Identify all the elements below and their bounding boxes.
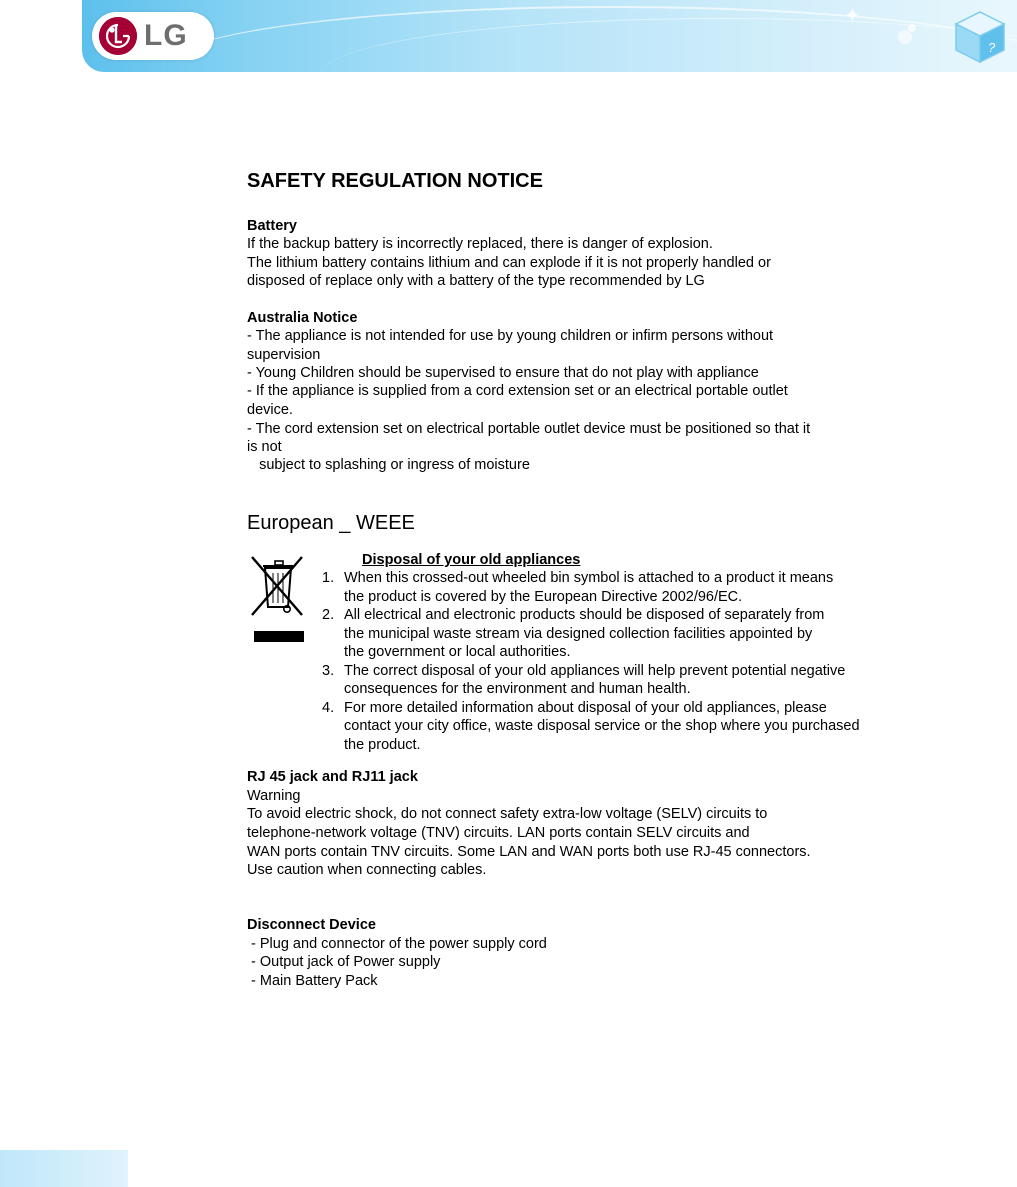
footer-tab (0, 1150, 128, 1187)
australia-line: - If the appliance is supplied from a cord extension set or an electrical portable outlet (247, 383, 788, 399)
list-line: the product is covered by the European Directive 2002/96/EC. (344, 588, 743, 605)
weee-list (322, 569, 912, 754)
butterfly-icon: ✦ (844, 5, 861, 27)
australia-line: is not (247, 439, 282, 455)
australia-line: device. (247, 402, 293, 418)
weee-subheading: Disposal of your old appliances (362, 552, 581, 568)
list-item (322, 569, 912, 606)
list-number: 1. (322, 570, 335, 586)
disconnect-line: - Main Battery Pack (247, 973, 378, 989)
list-line: the municipal waste stream via designed collection facilities appointed by (344, 625, 813, 642)
page-title: SAFETY REGULATION NOTICE (247, 170, 543, 192)
list-line: All electrical and electronic products should be disposed of separately from (344, 607, 825, 623)
australia-line: - Young Children should be supervised to ensure that do not play with appliance (247, 365, 759, 381)
rj45-line: WAN ports contain TNV circuits. Some LAN and WAN ports both use RJ-45 connectors. (247, 844, 811, 860)
rj45-line: To avoid electric shock, do not connect safety extra-low voltage (SELV) circuits to (247, 806, 768, 822)
list-line: For more detailed information about disposal of your old appliances, please (344, 699, 827, 716)
rj45-line: telephone-network voltage (TNV) circuits. LAN ports contain SELV circuits and (247, 825, 750, 841)
battery-line: If the backup battery is incorrectly replaced, there is danger of explosion. (247, 236, 713, 252)
list-number: 2. (322, 607, 335, 623)
rj45-heading: RJ 45 jack and RJ11 jack (247, 769, 418, 785)
list-number: 4. (322, 699, 335, 716)
list-item (322, 699, 912, 755)
list-line: The correct disposal of your old appliances will help prevent potential negative (344, 662, 846, 679)
lg-logo-icon (99, 17, 137, 55)
disconnect-line: - Output jack of Power supply (247, 954, 441, 970)
lg-logo-text: LG (144, 19, 188, 52)
list-line: the government or local authorities. (344, 644, 571, 660)
bubble-decoration (898, 30, 912, 44)
list-item (322, 606, 912, 662)
disconnect-line: - Plug and connector of the power supply cord (247, 936, 547, 952)
disconnect-heading: Disconnect Device (247, 917, 376, 933)
header-banner (82, 0, 1017, 72)
australia-heading: Australia Notice (247, 310, 358, 326)
bubble-decoration (908, 24, 916, 32)
list-line: the product. (344, 736, 421, 753)
battery-line: disposed of replace only with a battery of the type recommended by LG (247, 273, 705, 289)
battery-line: The lithium battery contains lithium and can explode if it is not properly handled or (247, 255, 771, 271)
australia-line: - The cord extension set on electrical portable outlet device must be positioned so that it (247, 421, 811, 437)
lg-logo (92, 12, 214, 60)
rj45-line: Warning (247, 788, 301, 804)
list-line: consequences for the environment and human health. (344, 681, 691, 697)
help-cube-icon[interactable] (952, 8, 1008, 66)
australia-line: supervision (247, 347, 321, 363)
australia-line: - The appliance is not intended for use by young children or infirm persons without (247, 328, 774, 344)
list-line: contact your city office, waste disposal service or the shop where you purchased (344, 718, 860, 734)
svg-text:?: ? (988, 40, 996, 55)
list-item (322, 662, 912, 699)
australia-line: subject to splashing or ingress of moisture (247, 457, 530, 473)
battery-heading: Battery (247, 218, 297, 234)
list-number: 3. (322, 662, 335, 679)
weee-heading: European _ WEEE (247, 512, 415, 534)
list-line: When this crossed-out wheeled bin symbol is attached to a product it means (344, 570, 834, 586)
crossed-out-wheeled-bin-icon (247, 553, 307, 645)
rj45-line: Use caution when connecting cables. (247, 862, 487, 878)
